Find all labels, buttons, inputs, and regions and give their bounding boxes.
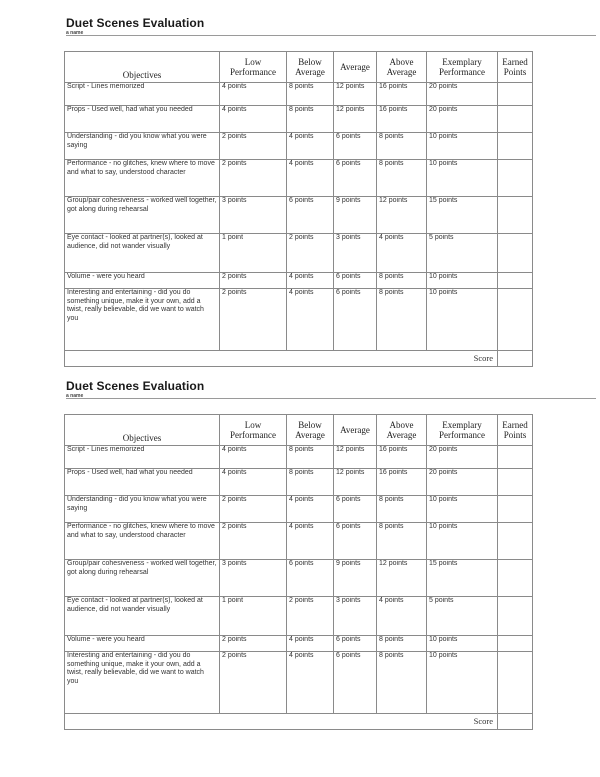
earned-points-cell[interactable] xyxy=(498,469,533,496)
table-row xyxy=(65,446,533,469)
average-points-cell: 12 points xyxy=(334,106,377,133)
table-row xyxy=(65,469,533,496)
above-points-cell: 12 points xyxy=(377,197,427,234)
earned-points-cell[interactable] xyxy=(498,523,533,560)
below-points-cell: 4 points xyxy=(287,289,334,351)
objective-cell: Group/pair cohesiveness - worked well together, got along during rehearsal xyxy=(65,197,220,234)
low-points-cell: 2 points xyxy=(220,289,287,351)
objective-cell: Interesting and entertaining - did you do something unique, make it your own, add a twist, really believable, did we want to watch you xyxy=(65,652,220,714)
above-points-cell: 8 points xyxy=(377,652,427,714)
header-objectives: Objectives xyxy=(65,52,220,83)
earned-points-cell[interactable] xyxy=(498,234,533,273)
earned-points-cell[interactable] xyxy=(498,446,533,469)
below-points-cell: 2 points xyxy=(287,234,334,273)
exemplary-points-cell: 10 points xyxy=(427,496,498,523)
score-label: Score xyxy=(65,714,498,730)
objective-cell: Understanding - did you know what you were saying xyxy=(65,133,220,160)
low-points-cell: 2 points xyxy=(220,160,287,197)
below-points-cell: 8 points xyxy=(287,106,334,133)
objective-cell: Performance - no glitches, knew where to move and what to say, understood character xyxy=(65,523,220,560)
earned-points-cell[interactable] xyxy=(498,597,533,636)
header-above-average: Above Average xyxy=(377,52,427,83)
below-points-cell: 8 points xyxy=(287,446,334,469)
header-row xyxy=(65,415,533,446)
average-points-cell: 9 points xyxy=(334,560,377,597)
below-points-cell: 4 points xyxy=(287,652,334,714)
earned-points-cell[interactable] xyxy=(498,560,533,597)
above-points-cell: 8 points xyxy=(377,496,427,523)
low-points-cell: 4 points xyxy=(220,469,287,496)
below-points-cell: 4 points xyxy=(287,636,334,652)
above-points-cell: 8 points xyxy=(377,133,427,160)
exemplary-points-cell: 20 points xyxy=(427,83,498,106)
low-points-cell: 2 points xyxy=(220,273,287,289)
below-points-cell: 8 points xyxy=(287,83,334,106)
below-points-cell: 6 points xyxy=(287,197,334,234)
earned-points-cell[interactable] xyxy=(498,289,533,351)
above-points-cell: 8 points xyxy=(377,636,427,652)
table-row xyxy=(65,234,533,273)
form-subtitle: a name xyxy=(66,393,84,399)
header-exemplary-performance: Exemplary Performance xyxy=(427,415,498,446)
objective-cell: Eye contact - looked at partner(s), looked at audience, did not wander visually xyxy=(65,234,220,273)
objective-cell: Volume - were you heard xyxy=(65,636,220,652)
table-row xyxy=(65,636,533,652)
above-points-cell: 12 points xyxy=(377,560,427,597)
average-points-cell: 6 points xyxy=(334,523,377,560)
objective-cell: Understanding - did you know what you were saying xyxy=(65,496,220,523)
average-points-cell: 6 points xyxy=(334,496,377,523)
exemplary-points-cell: 10 points xyxy=(427,652,498,714)
objective-cell: Interesting and entertaining - did you do something unique, make it your own, add a twist, really believable, did we want to watch you xyxy=(65,289,220,351)
earned-points-cell[interactable] xyxy=(498,83,533,106)
average-points-cell: 6 points xyxy=(334,289,377,351)
exemplary-points-cell: 20 points xyxy=(427,106,498,133)
earned-points-cell[interactable] xyxy=(498,197,533,234)
score-row xyxy=(65,351,533,367)
title-divider xyxy=(66,398,596,399)
objective-cell: Props - Used well, had what you needed xyxy=(65,106,220,133)
below-points-cell: 4 points xyxy=(287,496,334,523)
low-points-cell: 3 points xyxy=(220,560,287,597)
low-points-cell: 1 point xyxy=(220,234,287,273)
table-row xyxy=(65,160,533,197)
low-points-cell: 2 points xyxy=(220,133,287,160)
low-points-cell: 2 points xyxy=(220,652,287,714)
header-below-average: Below Average xyxy=(287,415,334,446)
header-below-average: Below Average xyxy=(287,52,334,83)
rubric-table xyxy=(64,51,533,367)
average-points-cell: 9 points xyxy=(334,197,377,234)
exemplary-points-cell: 5 points xyxy=(427,234,498,273)
objective-cell: Volume - were you heard xyxy=(65,273,220,289)
exemplary-points-cell: 10 points xyxy=(427,133,498,160)
below-points-cell: 2 points xyxy=(287,597,334,636)
exemplary-points-cell: 10 points xyxy=(427,523,498,560)
earned-points-cell[interactable] xyxy=(498,652,533,714)
low-points-cell: 1 point xyxy=(220,597,287,636)
objective-cell: Props - Used well, had what you needed xyxy=(65,469,220,496)
low-points-cell: 4 points xyxy=(220,106,287,133)
header-low-performance: Low Performance xyxy=(220,415,287,446)
earned-points-cell[interactable] xyxy=(498,106,533,133)
table-row xyxy=(65,83,533,106)
header-low-performance: Low Performance xyxy=(220,52,287,83)
objective-cell: Eye contact - looked at partner(s), looked at audience, did not wander visually xyxy=(65,597,220,636)
exemplary-points-cell: 10 points xyxy=(427,289,498,351)
exemplary-points-cell: 10 points xyxy=(427,160,498,197)
exemplary-points-cell: 15 points xyxy=(427,560,498,597)
above-points-cell: 16 points xyxy=(377,469,427,496)
rubric-table xyxy=(64,414,533,730)
exemplary-points-cell: 15 points xyxy=(427,197,498,234)
header-earned-points: Earned Points xyxy=(498,415,533,446)
earned-points-cell[interactable] xyxy=(498,273,533,289)
below-points-cell: 8 points xyxy=(287,469,334,496)
earned-points-cell[interactable] xyxy=(498,636,533,652)
average-points-cell: 6 points xyxy=(334,652,377,714)
low-points-cell: 2 points xyxy=(220,496,287,523)
form-title: Duet Scenes Evaluation xyxy=(66,16,205,30)
earned-points-cell[interactable] xyxy=(498,160,533,197)
low-points-cell: 2 points xyxy=(220,636,287,652)
exemplary-points-cell: 10 points xyxy=(427,636,498,652)
objective-cell: Script - Lines memorized xyxy=(65,83,220,106)
exemplary-points-cell: 20 points xyxy=(427,446,498,469)
average-points-cell: 6 points xyxy=(334,273,377,289)
above-points-cell: 4 points xyxy=(377,234,427,273)
table-row xyxy=(65,197,533,234)
average-points-cell: 12 points xyxy=(334,446,377,469)
average-points-cell: 12 points xyxy=(334,83,377,106)
score-row xyxy=(65,714,533,730)
above-points-cell: 8 points xyxy=(377,523,427,560)
earned-points-cell[interactable] xyxy=(498,496,533,523)
title-divider xyxy=(66,35,596,36)
below-points-cell: 4 points xyxy=(287,133,334,160)
low-points-cell: 4 points xyxy=(220,83,287,106)
below-points-cell: 6 points xyxy=(287,560,334,597)
score-value-cell[interactable] xyxy=(498,351,533,367)
form-title: Duet Scenes Evaluation xyxy=(66,379,205,393)
exemplary-points-cell: 20 points xyxy=(427,469,498,496)
average-points-cell: 6 points xyxy=(334,160,377,197)
header-exemplary-performance: Exemplary Performance xyxy=(427,52,498,83)
header-objectives: Objectives xyxy=(65,415,220,446)
header-above-average: Above Average xyxy=(377,415,427,446)
below-points-cell: 4 points xyxy=(287,523,334,560)
table-row xyxy=(65,597,533,636)
table-row xyxy=(65,560,533,597)
header-average: Average xyxy=(334,415,377,446)
header-row xyxy=(65,52,533,83)
below-points-cell: 4 points xyxy=(287,273,334,289)
objective-cell: Script - Lines memorized xyxy=(65,446,220,469)
above-points-cell: 8 points xyxy=(377,160,427,197)
score-label: Score xyxy=(65,351,498,367)
below-points-cell: 4 points xyxy=(287,160,334,197)
average-points-cell: 12 points xyxy=(334,469,377,496)
above-points-cell: 8 points xyxy=(377,273,427,289)
above-points-cell: 8 points xyxy=(377,289,427,351)
above-points-cell: 16 points xyxy=(377,83,427,106)
low-points-cell: 2 points xyxy=(220,523,287,560)
table-row xyxy=(65,652,533,714)
above-points-cell: 4 points xyxy=(377,597,427,636)
table-row xyxy=(65,523,533,560)
table-row xyxy=(65,106,533,133)
objective-cell: Performance - no glitches, knew where to move and what to say, understood character xyxy=(65,160,220,197)
header-average: Average xyxy=(334,52,377,83)
earned-points-cell[interactable] xyxy=(498,133,533,160)
low-points-cell: 3 points xyxy=(220,197,287,234)
table-row xyxy=(65,496,533,523)
exemplary-points-cell: 10 points xyxy=(427,273,498,289)
average-points-cell: 3 points xyxy=(334,234,377,273)
table-row xyxy=(65,289,533,351)
average-points-cell: 6 points xyxy=(334,133,377,160)
objective-cell: Group/pair cohesiveness - worked well together, got along during rehearsal xyxy=(65,560,220,597)
low-points-cell: 4 points xyxy=(220,446,287,469)
above-points-cell: 16 points xyxy=(377,446,427,469)
exemplary-points-cell: 5 points xyxy=(427,597,498,636)
above-points-cell: 16 points xyxy=(377,106,427,133)
average-points-cell: 6 points xyxy=(334,636,377,652)
form-subtitle: a name xyxy=(66,30,84,36)
average-points-cell: 3 points xyxy=(334,597,377,636)
header-earned-points: Earned Points xyxy=(498,52,533,83)
table-row xyxy=(65,133,533,160)
table-row xyxy=(65,273,533,289)
score-value-cell[interactable] xyxy=(498,714,533,730)
